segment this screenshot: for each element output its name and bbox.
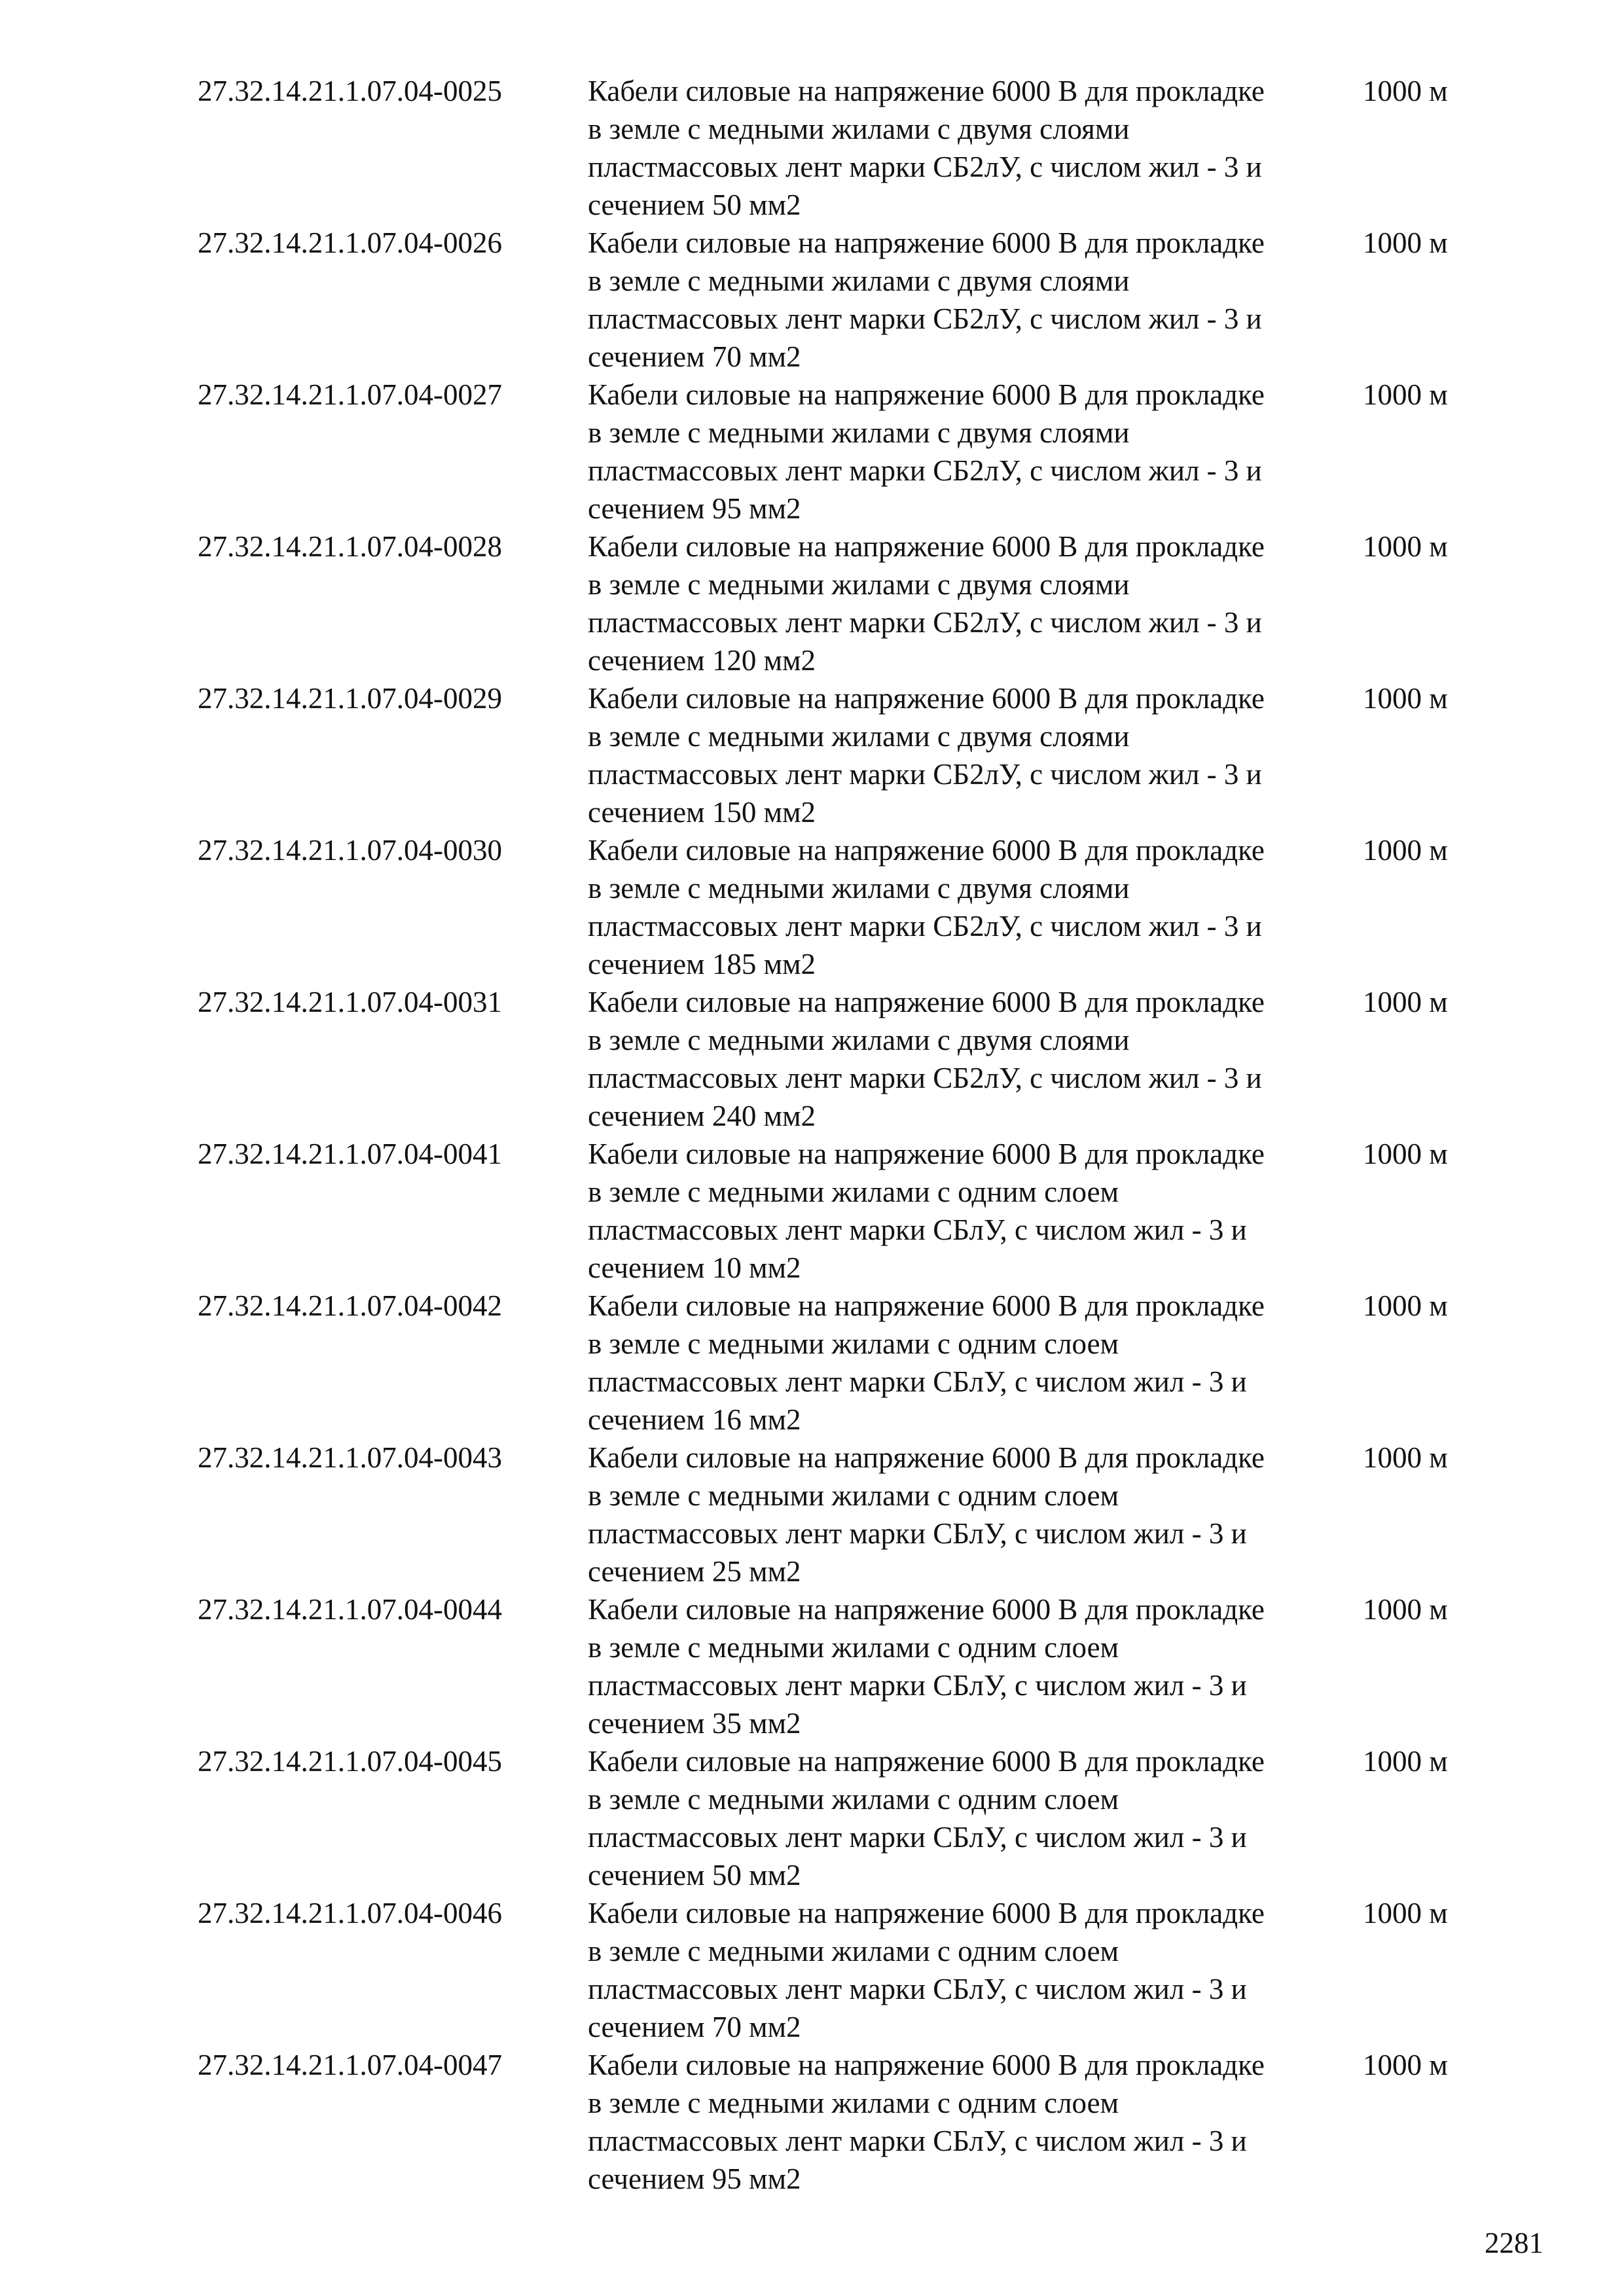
list-item (0, 1135, 1624, 1287)
description-line: Кабели силовые на напряжение 6000 В для прокладке (588, 530, 1265, 563)
list-item (0, 528, 1624, 679)
description-line: Кабели силовые на напряжение 6000 В для прокладке (588, 682, 1265, 715)
description-line: сечением 95 мм2 (588, 2162, 801, 2195)
item-unit: 1000 м (1363, 75, 1448, 107)
list-item (0, 831, 1624, 983)
description-line: сечением 35 мм2 (588, 1707, 801, 1740)
page-number: 2281 (1485, 2227, 1543, 2259)
description-line: в земле с медными жилами с двумя слоями (588, 872, 1130, 905)
item-description (588, 1135, 1354, 1287)
description-line: в земле с медными жилами с двумя слоями (588, 1024, 1130, 1056)
description-line: сечением 150 мм2 (588, 796, 816, 829)
item-unit: 1000 м (1363, 1289, 1448, 1322)
description-line: пластмассовых лент марки СБлУ, с числом жил - 3 и (588, 1821, 1247, 1854)
description-line: в земле с медными жилами с одним слоем (588, 1783, 1119, 1816)
item-code: 27.32.14.21.1.07.04-0026 (198, 226, 502, 259)
description-line: сечением 25 мм2 (588, 1555, 801, 1588)
item-unit: 1000 м (1363, 530, 1448, 563)
list-item (0, 679, 1624, 831)
list-item (0, 224, 1624, 376)
description-line: в земле с медными жилами с двумя слоями (588, 568, 1130, 601)
item-code: 27.32.14.21.1.07.04-0025 (198, 75, 502, 107)
list-item (0, 376, 1624, 528)
item-description (588, 376, 1354, 528)
description-line: в земле с медными жилами с одним слоем (588, 1479, 1119, 1512)
list-item (0, 1287, 1624, 1439)
item-unit: 1000 м (1363, 226, 1448, 259)
description-line: Кабели силовые на напряжение 6000 В для прокладке (588, 378, 1265, 411)
item-code: 27.32.14.21.1.07.04-0031 (198, 986, 502, 1018)
description-line: в земле с медными жилами с двумя слоями (588, 113, 1130, 145)
description-line: Кабели силовые на напряжение 6000 В для прокладке (588, 1897, 1265, 1929)
description-line: пластмассовых лент марки СБ2лУ, с числом жил - 3 и (588, 151, 1262, 183)
description-line: сечением 50 мм2 (588, 1859, 801, 1892)
item-code: 27.32.14.21.1.07.04-0042 (198, 1289, 502, 1322)
description-line: Кабели силовые на напряжение 6000 В для прокладке (588, 226, 1265, 259)
item-unit: 1000 м (1363, 378, 1448, 411)
item-description (588, 1742, 1354, 1894)
item-code: 27.32.14.21.1.07.04-0029 (198, 682, 502, 715)
description-line: пластмассовых лент марки СБлУ, с числом жил - 3 и (588, 1517, 1247, 1550)
description-line: пластмассовых лент марки СБ2лУ, с числом жил - 3 и (588, 454, 1262, 487)
list-item (0, 983, 1624, 1135)
item-unit: 1000 м (1363, 1745, 1448, 1778)
item-code: 27.32.14.21.1.07.04-0044 (198, 1593, 502, 1626)
item-code: 27.32.14.21.1.07.04-0046 (198, 1897, 502, 1929)
item-code: 27.32.14.21.1.07.04-0027 (198, 378, 502, 411)
list-item (0, 1894, 1624, 2046)
description-line: в земле с медными жилами с двумя слоями (588, 416, 1130, 449)
item-code: 27.32.14.21.1.07.04-0028 (198, 530, 502, 563)
description-line: сечением 95 мм2 (588, 492, 801, 525)
description-line: сечением 16 мм2 (588, 1403, 801, 1436)
description-line: Кабели силовые на напряжение 6000 В для прокладке (588, 834, 1265, 867)
description-line: пластмассовых лент марки СБлУ, с числом жил - 3 и (588, 1973, 1247, 2005)
list-item (0, 1590, 1624, 1742)
description-line: Кабели силовые на напряжение 6000 В для прокладке (588, 1593, 1265, 1626)
description-line: Кабели силовые на напряжение 6000 В для прокладке (588, 1745, 1265, 1778)
list-item (0, 72, 1624, 224)
description-line: сечением 185 мм2 (588, 948, 816, 980)
description-line: сечением 70 мм2 (588, 340, 801, 373)
description-line: Кабели силовые на напряжение 6000 В для прокладке (588, 1289, 1265, 1322)
item-code: 27.32.14.21.1.07.04-0043 (198, 1441, 502, 1474)
description-line: в земле с медными жилами с одним слоем (588, 1935, 1119, 1967)
item-description (588, 72, 1354, 224)
description-line: в земле с медными жилами с одним слоем (588, 1175, 1119, 1208)
item-code: 27.32.14.21.1.07.04-0047 (198, 2049, 502, 2081)
item-unit: 1000 м (1363, 834, 1448, 867)
description-line: Кабели силовые на напряжение 6000 В для прокладке (588, 986, 1265, 1018)
description-line: Кабели силовые на напряжение 6000 В для прокладке (588, 1138, 1265, 1170)
item-description (588, 983, 1354, 1135)
item-description (588, 528, 1354, 679)
list-item (0, 2046, 1624, 2198)
item-unit: 1000 м (1363, 986, 1448, 1018)
description-line: пластмассовых лент марки СБ2лУ, с числом жил - 3 и (588, 302, 1262, 335)
description-line: сечением 120 мм2 (588, 644, 816, 677)
description-line: пластмассовых лент марки СБ2лУ, с числом жил - 3 и (588, 758, 1262, 791)
description-line: Кабели силовые на напряжение 6000 В для прокладке (588, 1441, 1265, 1474)
description-line: сечением 70 мм2 (588, 2011, 801, 2043)
description-line: пластмассовых лент марки СБ2лУ, с числом жил - 3 и (588, 1062, 1262, 1094)
item-description (588, 831, 1354, 983)
item-description (588, 1287, 1354, 1439)
description-line: сечением 50 мм2 (588, 188, 801, 221)
description-line: сечением 240 мм2 (588, 1100, 816, 1132)
item-code: 27.32.14.21.1.07.04-0041 (198, 1138, 502, 1170)
item-description (588, 1590, 1354, 1742)
description-line: пластмассовых лент марки СБлУ, с числом жил - 3 и (588, 1213, 1247, 1246)
price-list (0, 72, 1624, 2198)
description-line: пластмассовых лент марки СБлУ, с числом жил - 3 и (588, 1669, 1247, 1702)
item-description (588, 2046, 1354, 2198)
item-unit: 1000 м (1363, 1897, 1448, 1929)
list-item (0, 1742, 1624, 1894)
description-line: пластмассовых лент марки СБ2лУ, с числом жил - 3 и (588, 910, 1262, 942)
description-line: сечением 10 мм2 (588, 1251, 801, 1284)
description-line: в земле с медными жилами с одним слоем (588, 1327, 1119, 1360)
item-description (588, 1894, 1354, 2046)
item-description (588, 1439, 1354, 1590)
item-unit: 1000 м (1363, 2049, 1448, 2081)
description-line: в земле с медными жилами с одним слоем (588, 1631, 1119, 1664)
description-line: пластмассовых лент марки СБлУ, с числом жил - 3 и (588, 2125, 1247, 2157)
description-line: в земле с медными жилами с двумя слоями (588, 264, 1130, 297)
item-unit: 1000 м (1363, 1593, 1448, 1626)
description-line: пластмассовых лент марки СБ2лУ, с числом жил - 3 и (588, 606, 1262, 639)
list-item (0, 1439, 1624, 1590)
description-line: в земле с медными жилами с двумя слоями (588, 720, 1130, 753)
description-line: в земле с медными жилами с одним слоем (588, 2087, 1119, 2119)
item-unit: 1000 м (1363, 682, 1448, 715)
item-code: 27.32.14.21.1.07.04-0045 (198, 1745, 502, 1778)
item-description (588, 224, 1354, 376)
item-description (588, 679, 1354, 831)
description-line: пластмассовых лент марки СБлУ, с числом жил - 3 и (588, 1365, 1247, 1398)
description-line: Кабели силовые на напряжение 6000 В для прокладке (588, 2049, 1265, 2081)
item-code: 27.32.14.21.1.07.04-0030 (198, 834, 502, 867)
description-line: Кабели силовые на напряжение 6000 В для прокладке (588, 75, 1265, 107)
item-unit: 1000 м (1363, 1138, 1448, 1170)
item-unit: 1000 м (1363, 1441, 1448, 1474)
